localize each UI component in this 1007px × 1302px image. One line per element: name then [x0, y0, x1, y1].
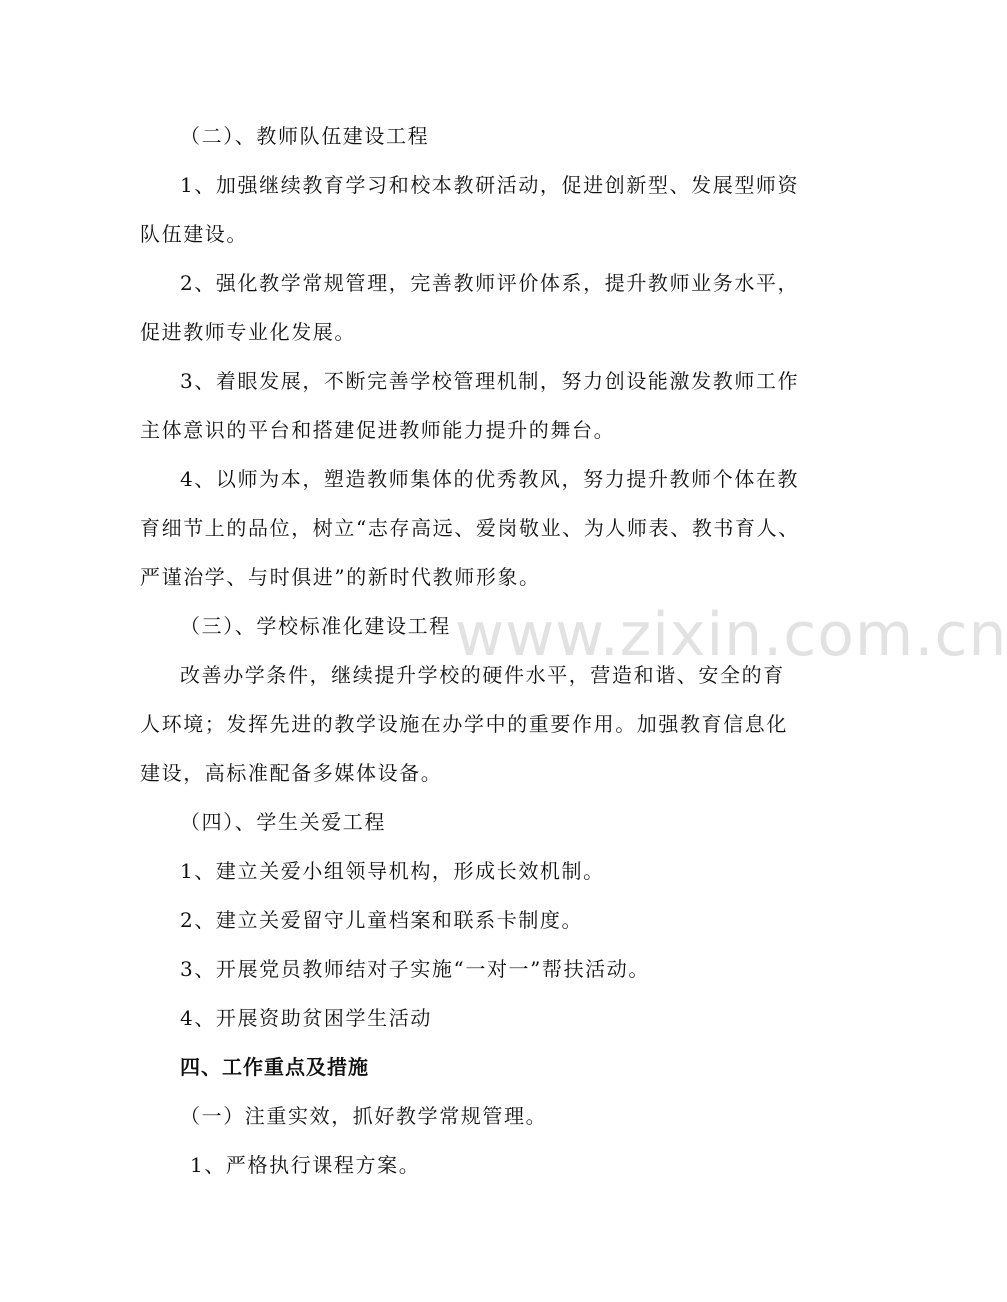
list-item: 3、开展党员教师结对子实施“一对一”帮扶活动。 — [180, 957, 650, 981]
list-item: 1、建立关爱小组领导机构，形成长效机制。 — [180, 859, 605, 883]
watermark: www.zixin.com.cn — [455, 600, 1007, 670]
paragraph-line: 人环境；发挥先进的教学设施在办学中的重要作用。加强教育信息化 — [140, 712, 788, 736]
list-item: 2、建立关爱留守儿童档案和联系卡制度。 — [180, 908, 584, 932]
paragraph-line: 3、着眼发展，不断完善学校管理机制，努力创设能激发教师工作 — [180, 369, 800, 393]
subsection-heading: （一）注重实效，抓好教学常规管理。 — [180, 1104, 548, 1128]
paragraph-line: 育细节上的品位，树立“志存高远、爱岗敬业、为人师表、教书育人、 — [140, 516, 800, 540]
paragraph-line: 队伍建设。 — [140, 222, 248, 246]
paragraph-line: 4、以师为本，塑造教师集体的优秀教风，努力提升教师个体在教 — [180, 467, 800, 491]
paragraph-line: 1、加强继续教育学习和校本教研活动，促进创新型、发展型师资 — [180, 173, 800, 197]
paragraph-line: 主体意识的平台和搭建促进教师能力提升的舞台。 — [140, 418, 616, 442]
chapter-heading-work-focus: 四、工作重点及措施 — [180, 1055, 369, 1079]
list-item: 1、严格执行课程方案。 — [190, 1153, 421, 1177]
section-heading-teacher-team: （二）、教师队伍建设工程 — [180, 124, 430, 148]
paragraph-line: 2、强化教学常规管理，完善教师评价体系，提升教师业务水平， — [180, 271, 800, 295]
paragraph-line: 严谨治学、与时俱进”的新时代教师形象。 — [140, 565, 541, 589]
section-heading-student-care: （四）、学生关爱工程 — [180, 810, 386, 834]
section-heading-school-standard: （三）、学校标准化建设工程 — [180, 614, 451, 638]
paragraph-line: 促进教师专业化发展。 — [140, 320, 356, 344]
paragraph-line: 建设，高标准配备多媒体设备。 — [140, 761, 443, 785]
paragraph-line: 改善办学条件，继续提升学校的硬件水平，营造和谐、安全的育 — [180, 663, 785, 687]
list-item: 4、开展资助贫困学生活动 — [180, 1006, 432, 1030]
